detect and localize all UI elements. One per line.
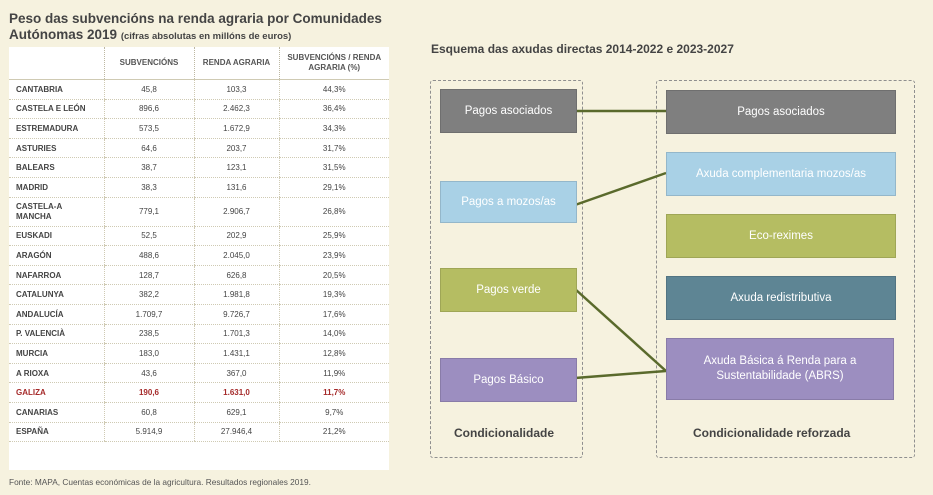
cell-subsidies: 60,8 [104, 402, 194, 422]
cell-subsidies: 52,5 [104, 226, 194, 246]
cell-ratio: 34,3% [279, 119, 389, 139]
header-region [9, 47, 104, 80]
cell-region: A RIOXA [9, 363, 104, 383]
table-row [9, 304, 389, 324]
cell-ratio: 36,4% [279, 99, 389, 119]
cell-subsidies: 190,6 [104, 383, 194, 403]
connector-youth [575, 173, 666, 205]
cell-ratio: 19,3% [279, 285, 389, 305]
table-header-row [9, 47, 389, 80]
table-row [9, 344, 389, 364]
cell-region: CATALUNYA [9, 285, 104, 305]
cell-income: 626,8 [194, 265, 279, 285]
cell-region: ESPAÑA [9, 422, 104, 442]
cell-subsidies: 896,6 [104, 99, 194, 119]
cell-ratio: 11,9% [279, 363, 389, 383]
table-row [9, 119, 389, 139]
cell-income: 27.946,4 [194, 422, 279, 442]
cell-region: CASTELA E LEÓN [9, 99, 104, 119]
cell-subsidies: 1.709,7 [104, 304, 194, 324]
box-left-basic: Pagos Básico [440, 358, 577, 402]
box-left-youth: Pagos a mozos/as [440, 181, 577, 223]
cell-subsidies: 38,3 [104, 177, 194, 197]
cell-subsidies: 38,7 [104, 158, 194, 178]
table-row [9, 285, 389, 305]
cell-ratio: 21,2% [279, 422, 389, 442]
box-left-associated: Pagos asociados [440, 89, 577, 133]
cell-ratio: 44,3% [279, 80, 389, 100]
table-row [9, 324, 389, 344]
cell-ratio: 12,8% [279, 344, 389, 364]
cell-ratio: 9,7% [279, 402, 389, 422]
box-right-redistributive: Axuda redistributiva [666, 276, 896, 320]
cell-region: ASTURIES [9, 138, 104, 158]
cell-income: 103,3 [194, 80, 279, 100]
cell-ratio: 26,8% [279, 197, 389, 226]
cell-region: MADRID [9, 177, 104, 197]
cell-subsidies: 64,6 [104, 138, 194, 158]
cell-ratio: 31,7% [279, 138, 389, 158]
right-caption: Condicionalidade reforzada [693, 426, 851, 440]
aid-schema-panel [418, 0, 933, 495]
cell-region: CASTELA-A MANCHA [9, 197, 104, 226]
cell-income: 131,6 [194, 177, 279, 197]
cell-income: 1.981,8 [194, 285, 279, 305]
connector-green [575, 289, 666, 371]
cell-region: GALIZA [9, 383, 104, 403]
table-row [9, 158, 389, 178]
header-subsidies: SUBVENCIÓNS [104, 47, 194, 80]
header-income: RENDA AGRARIA [194, 47, 279, 80]
cell-income: 9.726,7 [194, 304, 279, 324]
cell-income: 203,7 [194, 138, 279, 158]
table-row [9, 422, 389, 442]
cell-ratio: 20,5% [279, 265, 389, 285]
box-right-abrs: Axuda Básica á Renda para a Sustentabilidade (ABRS) [666, 338, 894, 400]
schema-title: Esquema das axudas directas 2014-2022 e 2023-2027 [431, 42, 734, 56]
cell-region: CANTABRIA [9, 80, 104, 100]
cell-income: 367,0 [194, 363, 279, 383]
box-left-green: Pagos verde [440, 268, 577, 312]
cell-subsidies: 382,2 [104, 285, 194, 305]
cell-region: P. VALENCIÀ [9, 324, 104, 344]
cell-region: BALEARS [9, 158, 104, 178]
cell-subsidies: 488,6 [104, 246, 194, 266]
cell-ratio: 31,5% [279, 158, 389, 178]
cell-income: 2.462,3 [194, 99, 279, 119]
subsidies-table [9, 47, 389, 470]
cell-ratio: 25,9% [279, 226, 389, 246]
cell-ratio: 23,9% [279, 246, 389, 266]
table-row [9, 138, 389, 158]
table-row [9, 265, 389, 285]
table-row [9, 80, 389, 100]
cell-subsidies: 238,5 [104, 324, 194, 344]
cell-region: CANARIAS [9, 402, 104, 422]
table-row [9, 197, 389, 226]
cell-income: 1.672,9 [194, 119, 279, 139]
cell-region: ESTREMADURA [9, 119, 104, 139]
table-row [9, 363, 389, 383]
cell-income: 1.631,0 [194, 383, 279, 403]
cell-income: 1.431,1 [194, 344, 279, 364]
header-ratio: SUBVENCIÓNS / RENDA AGRARIA (%) [279, 47, 389, 80]
connector-basic [575, 371, 666, 378]
cell-income: 1.701,3 [194, 324, 279, 344]
cell-subsidies: 779,1 [104, 197, 194, 226]
cell-ratio: 11,7% [279, 383, 389, 403]
cell-region: ANDALUCÍA [9, 304, 104, 324]
cell-subsidies: 573,5 [104, 119, 194, 139]
cell-subsidies: 45,8 [104, 80, 194, 100]
left-caption: Condicionalidade [454, 426, 555, 440]
table-row [9, 402, 389, 422]
cell-income: 2.045,0 [194, 246, 279, 266]
table-row [9, 226, 389, 246]
cell-ratio: 29,1% [279, 177, 389, 197]
cell-subsidies: 5.914,9 [104, 422, 194, 442]
cell-income: 202,9 [194, 226, 279, 246]
cell-subsidies: 128,7 [104, 265, 194, 285]
table-row [9, 383, 389, 403]
cell-region: NAFARROA [9, 265, 104, 285]
subsidies-panel [0, 0, 390, 495]
table-subtitle: (cifras absolutas en millóns de euros) [120, 31, 292, 42]
table-title-text: Peso das subvencións na renda agraria por Comunidades Autónomas 2019 [9, 11, 382, 42]
cell-income: 123,1 [194, 158, 279, 178]
cell-region: MURCIA [9, 344, 104, 364]
cell-region: ARAGÓN [9, 246, 104, 266]
box-right-youth-complement: Axuda complementaria mozos/as [666, 152, 896, 196]
cell-income: 629,1 [194, 402, 279, 422]
table-source: Fonte: MAPA, Cuentas económicas de la agricultura. Resultados regionales 2019. [9, 477, 311, 487]
table-row [9, 99, 389, 119]
table-row [9, 177, 389, 197]
cell-ratio: 14,0% [279, 324, 389, 344]
cell-subsidies: 43,6 [104, 363, 194, 383]
table-title [9, 11, 389, 45]
cell-income: 2.906,7 [194, 197, 279, 226]
cell-region: EUSKADI [9, 226, 104, 246]
cell-subsidies: 183,0 [104, 344, 194, 364]
box-right-associated: Pagos asociados [666, 90, 896, 134]
box-right-eco-schemes: Eco-reximes [666, 214, 896, 258]
cell-ratio: 17,6% [279, 304, 389, 324]
table-row [9, 246, 389, 266]
